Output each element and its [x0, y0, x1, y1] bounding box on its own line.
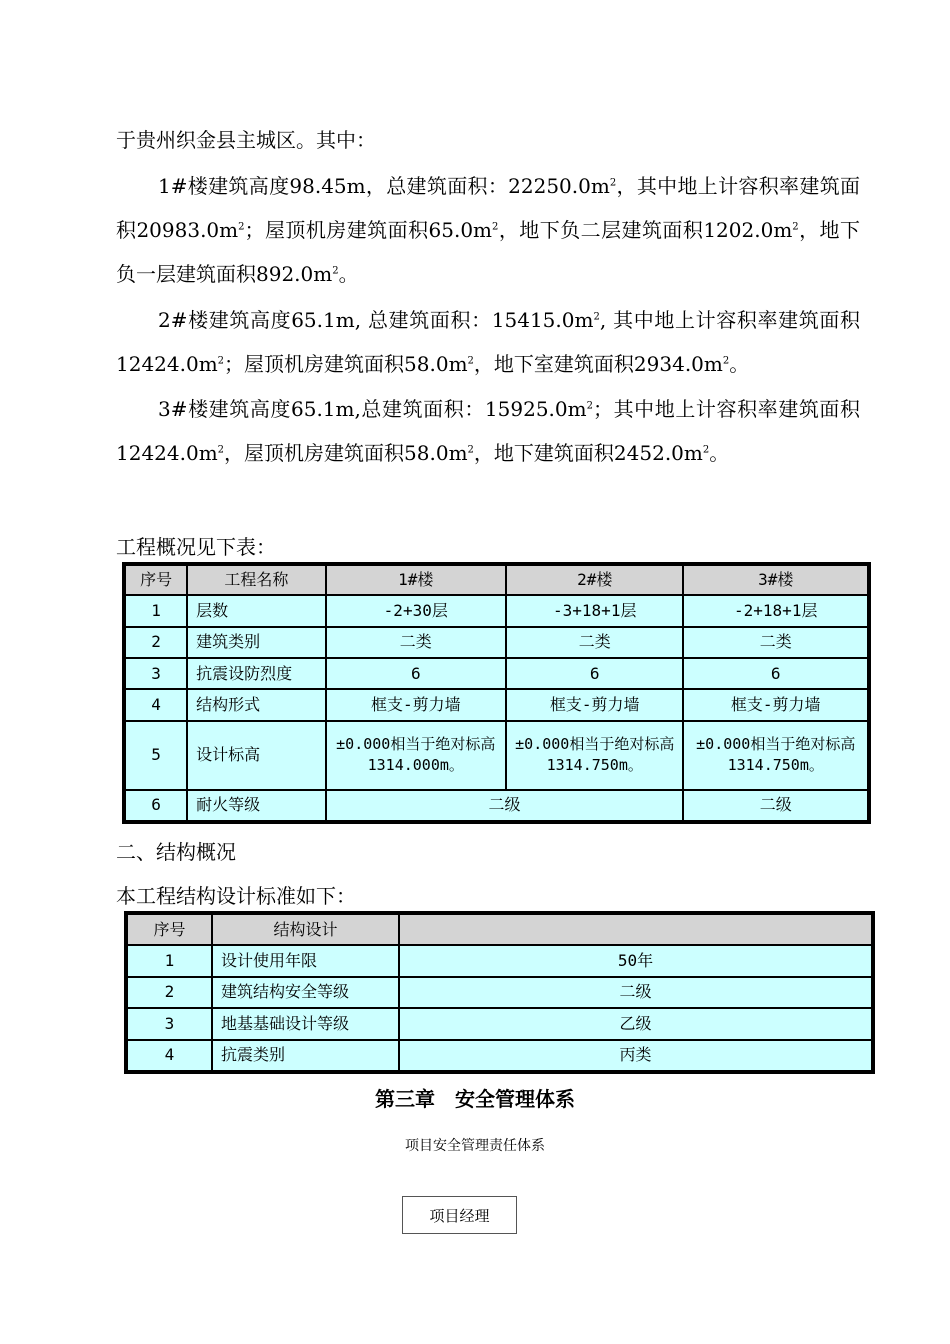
building-1-paragraph: 1#楼建筑高度98.45m，总建筑面积：$22250.0m^2$，其中地上计容积率建筑面积$20983.0m^2$；屋顶机房建筑面积$65.0m^2$，地下负二层建筑面积$1202.0m^2$，地下负一层建筑面积$892.0m^2$。 — [116, 174, 861, 286]
table-row — [127, 977, 872, 1008]
table-cell: 6 — [125, 790, 187, 821]
table-cell: 3 — [125, 658, 187, 689]
table1-caption: 工程概况见下表： — [116, 535, 276, 559]
header-cell: 序号 — [127, 914, 212, 945]
table-cell: 丙类 — [399, 1040, 872, 1071]
table-cell: 二级 — [399, 977, 872, 1008]
table-cell: 3 — [127, 1008, 212, 1039]
table-cell: 2 — [125, 627, 187, 658]
table-cell: 框支-剪力墙 — [506, 689, 683, 720]
table-cell: 6 — [506, 658, 683, 689]
table-cell: 5 — [125, 721, 187, 790]
table-cell: 1 — [127, 945, 212, 976]
table-row — [125, 658, 868, 689]
table-cell: 层数 — [187, 595, 325, 626]
table-cell: 2 — [127, 977, 212, 1008]
table-row — [127, 1040, 872, 1071]
structure-design-table — [124, 911, 875, 1074]
table-cell: 建筑结构安全等级 — [212, 977, 399, 1008]
header-cell: 3#楼 — [683, 565, 868, 595]
table-cell: 二类 — [506, 627, 683, 658]
building-2-paragraph: 2#楼建筑高度65.1m, 总建筑面积：$15415.0m^2$, 其中地上计容积率建筑面积$12424.0m^2$；屋顶机房建筑面积$58.0m^2$，地下室建筑面积$2934.0m^2$。 — [116, 308, 860, 376]
header-cell — [399, 914, 872, 945]
table-row — [127, 945, 872, 976]
table-row — [125, 689, 868, 720]
table-cell: 二类 — [683, 627, 868, 658]
table-cell: 4 — [127, 1040, 212, 1071]
table-cell: 框支-剪力墙 — [326, 689, 506, 720]
table-cell: ±0.000相当于绝对标高1314.750m。 — [506, 721, 683, 790]
table-cell: 二类 — [326, 627, 506, 658]
org-chart-node-project-manager: 项目经理 — [402, 1196, 517, 1234]
building-3-paragraph: 3#楼建筑高度65.1m,总建筑面积：$15925.0m^2$；其中地上计容积率建筑面积$12424.0m^2$，屋顶机房建筑面积$58.0m^2$，地下建筑面积$2452.0m^2$。 — [116, 397, 860, 465]
table-cell: 建筑类别 — [187, 627, 325, 658]
header-cell: 结构设计 — [212, 914, 399, 945]
table2-caption: 本工程结构设计标准如下： — [116, 884, 356, 908]
table-cell: 框支-剪力墙 — [683, 689, 868, 720]
table-row — [125, 595, 868, 626]
table-cell: -2+30层 — [326, 595, 506, 626]
table-header-row — [125, 565, 868, 595]
table-cell: 耐火等级 — [187, 790, 325, 821]
table-cell: ±0.000相当于绝对标高1314.750m。 — [683, 721, 868, 790]
intro-line: 于贵州织金县主城区。其中： — [116, 128, 376, 152]
org-chart-caption: 项目安全管理责任体系 — [405, 1138, 545, 1154]
table-cell: 4 — [125, 689, 187, 720]
header-cell: 工程名称 — [187, 565, 325, 595]
table-row — [125, 790, 868, 821]
table-cell: 设计标高 — [187, 721, 325, 790]
table-cell: 1 — [125, 595, 187, 626]
header-cell: 1#楼 — [326, 565, 506, 595]
table-row — [127, 1008, 872, 1039]
table-cell: 6 — [683, 658, 868, 689]
table-header-row — [127, 914, 872, 945]
table-row — [125, 627, 868, 658]
project-overview-table — [122, 562, 871, 824]
header-cell: 2#楼 — [506, 565, 683, 595]
table-cell: 抗震设防烈度 — [187, 658, 325, 689]
table-cell: -3+18+1层 — [506, 595, 683, 626]
chapter-title: 第三章 安全管理体系 — [375, 1087, 575, 1111]
table-cell: ±0.000相当于绝对标高1314.000m。 — [326, 721, 506, 790]
table-cell: 6 — [326, 658, 506, 689]
table-cell: 地基基础设计等级 — [212, 1008, 399, 1039]
table-cell: -2+18+1层 — [683, 595, 868, 626]
table-cell: 设计使用年限 — [212, 945, 399, 976]
table-cell: 乙级 — [399, 1008, 872, 1039]
table-cell: 抗震类别 — [212, 1040, 399, 1071]
table-cell: 结构形式 — [187, 689, 325, 720]
table-cell: 50年 — [399, 945, 872, 976]
table-cell: 二级 — [326, 790, 684, 821]
section-2-title: 二、结构概况 — [116, 840, 236, 864]
table-cell: 二级 — [683, 790, 868, 821]
header-cell: 序号 — [125, 565, 187, 595]
table-row — [125, 721, 868, 790]
